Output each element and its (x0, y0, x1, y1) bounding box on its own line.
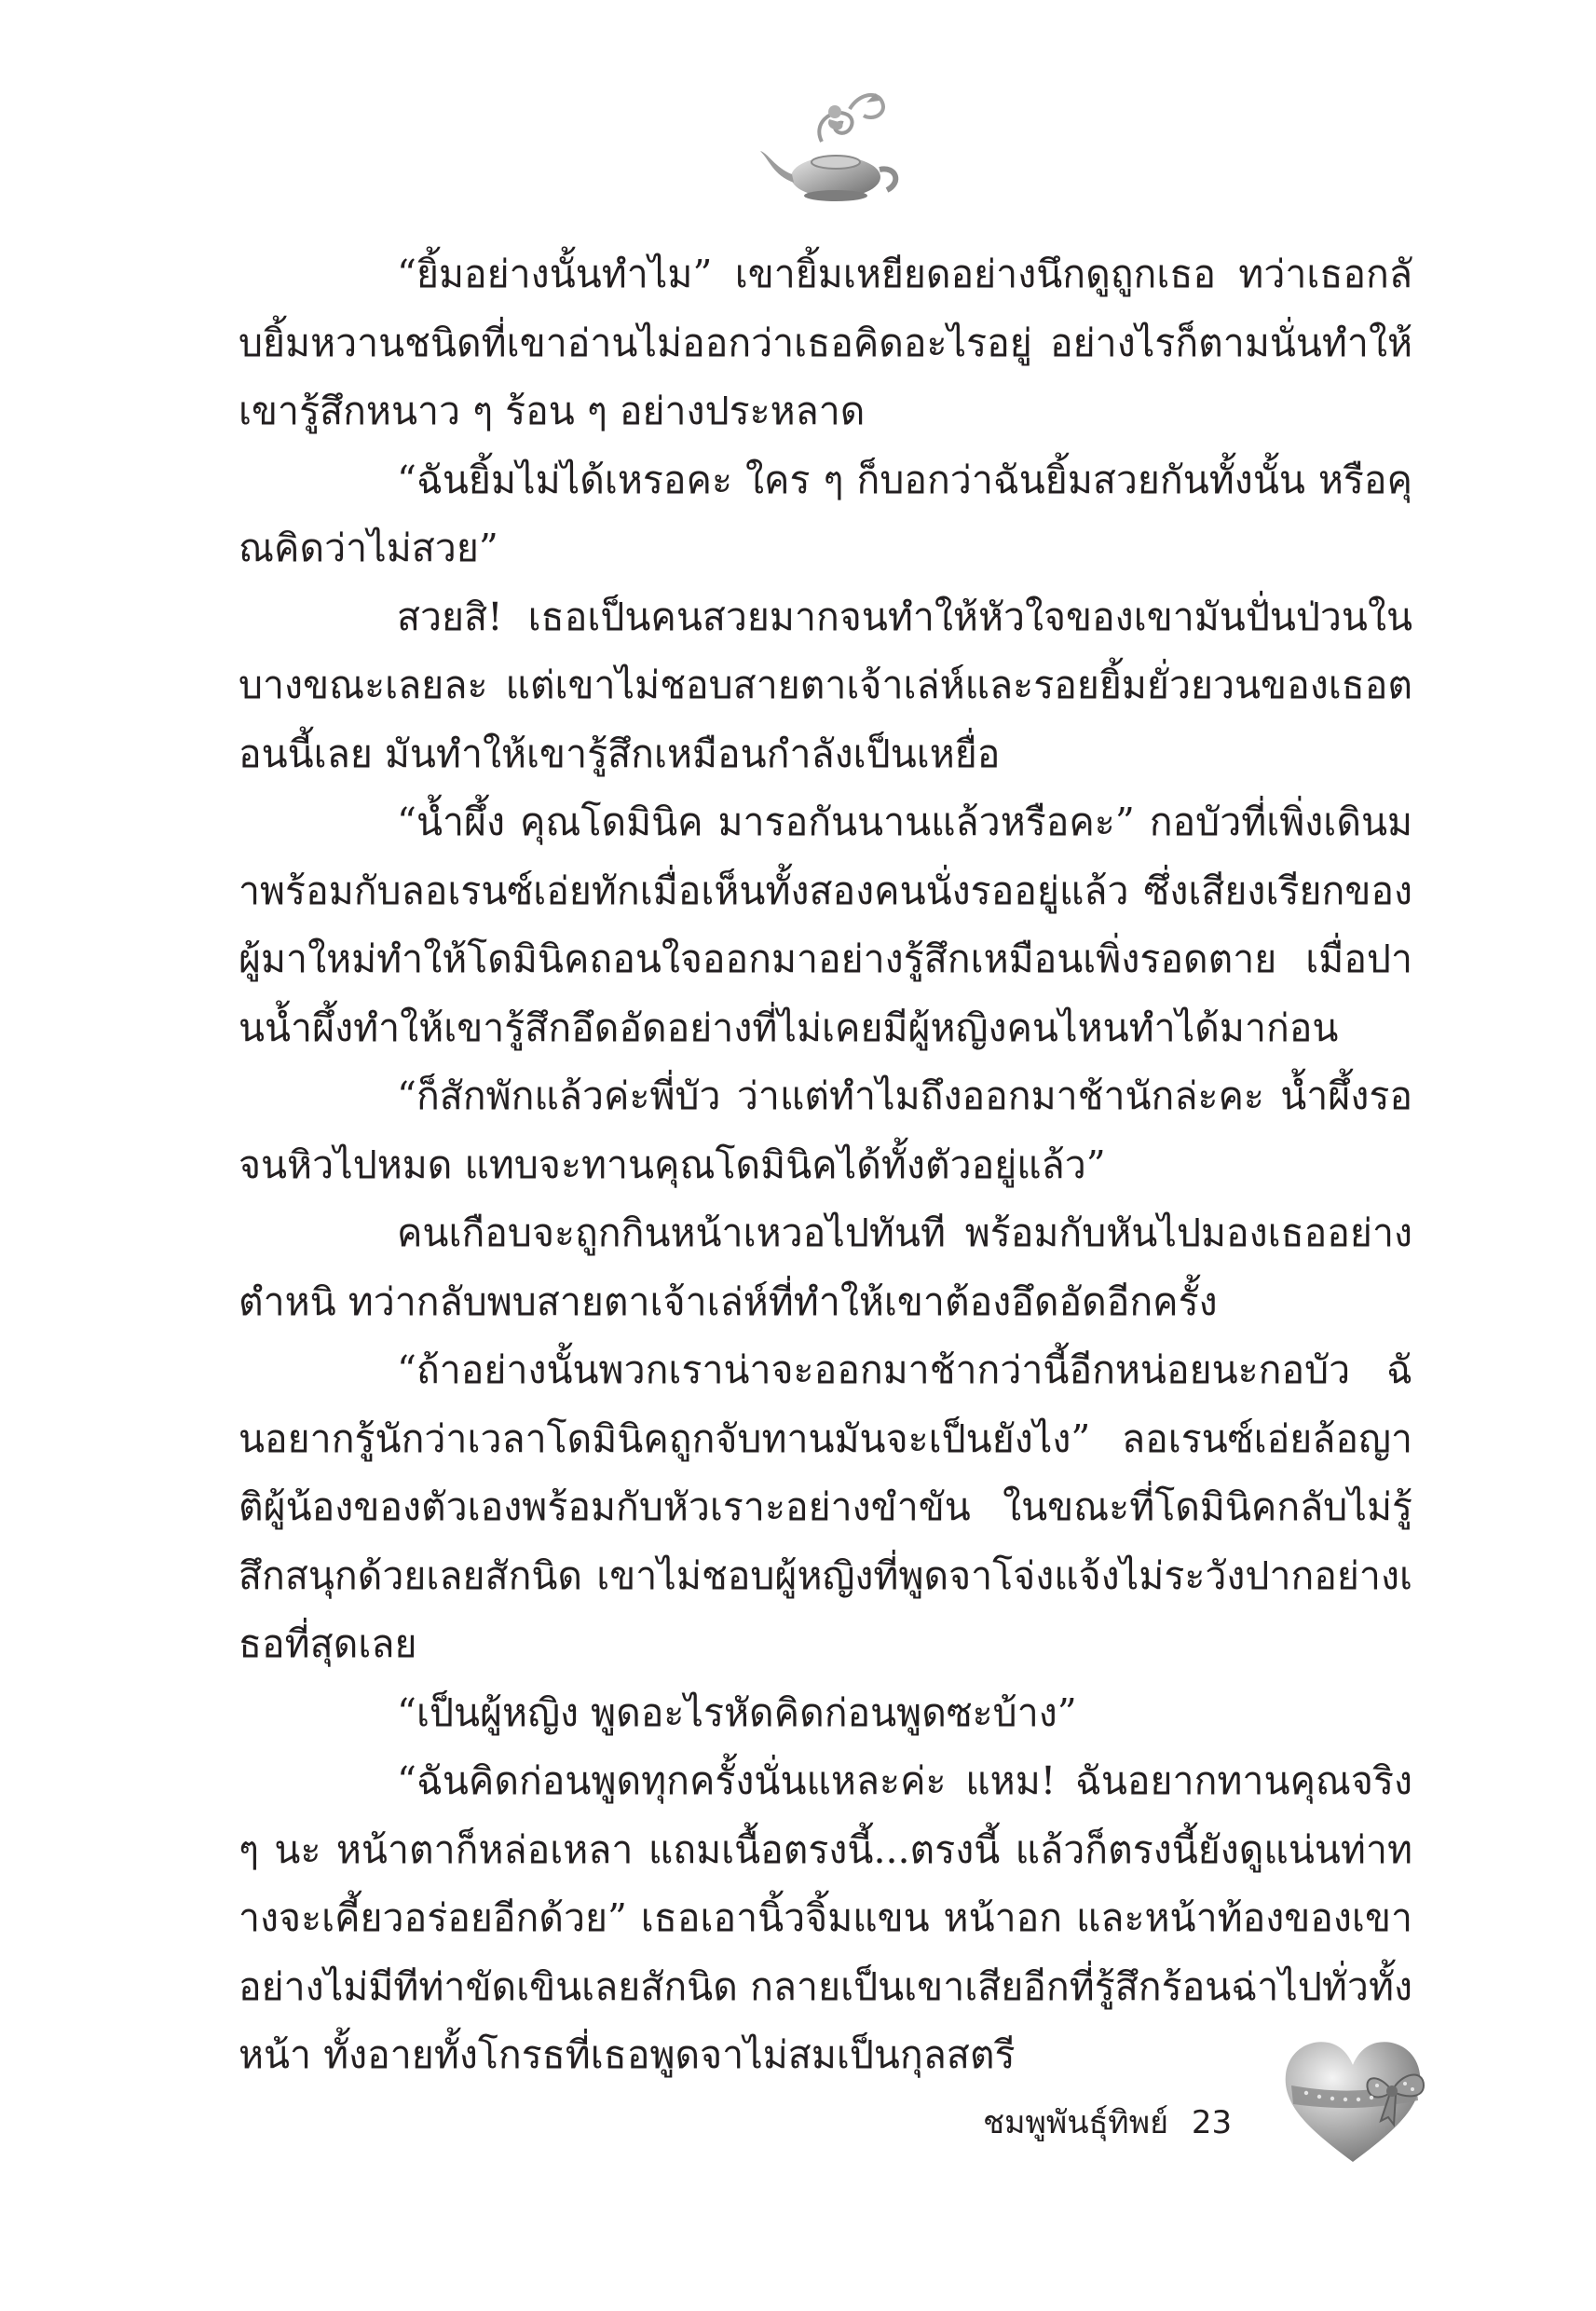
paragraph: “ฉันยิ้มไม่ได้เหรอคะ ใคร ๆ ก็บอกว่าฉันยิ้มสวยกันทั้งนั้น หรือคุณคิดว่าไม่สวย” (239, 457, 1412, 570)
heart-with-bow-icon (1278, 2031, 1427, 2171)
paragraph: “ก็สักพักแล้วค่ะพี่บัว ว่าแต่ทำไมถึงออกมาช้านักล่ะคะ น้ำผึ้งรอจนหิวไปหมด แทบจะทานคุณโดมินิคได้ทั้งตัวอยู่แล้ว” (239, 1073, 1412, 1187)
paragraph: “ยิ้มอย่างนั้นทำไม” เขายิ้มเหยียดอย่างนึกดูถูกเธอ ทว่าเธอกลับยิ้มหวานชนิดที่เขาอ่านไม่ออกว่าเธอคิดอะไรอยู่ อย่างไรก็ตามนั่นทำให้เขารู้สึกหนาว ๆ ร้อน ๆ อย่างประหลาด (239, 252, 1412, 433)
body-text (239, 240, 1412, 2090)
paragraph: “น้ำผึ้ง คุณโดมินิค มารอกันนานแล้วหรือคะ” กอบัวที่เพิ่งเดินมาพร้อมกับลอเรนซ์เอ่ยทักเมื่อเห็นทั้งสองคนนั่งรออยู่แล้ว ซึ่งเสียงเรียกของผู้มาใหม่ทำให้โดมินิคถอนใจออกมาอย่างรู้สึกเหมือนเพิ่งรอดตาย เมื่อปานน้ำผึ้งทำให้เขารู้สึกอึดอัดอย่างที่ไม่เคยมีผู้หญิงคนไหนทำได้มาก่อน (239, 800, 1412, 1050)
paragraph: สวยสิ! เธอเป็นคนสวยมากจนทำให้หัวใจของเขามันปั่นป่วนในบางขณะเลยละ แต่เขาไม่ชอบสายตาเจ้าเล่ห์และรอยยิ้มยั่วยวนของเธอตอนนี้เลย มันทำให้เขารู้สึกเหมือนกำลังเป็นเหยื่อ (239, 594, 1412, 776)
paragraph: คนเกือบจะถูกกินหน้าเหวอไปทันที พร้อมกับหันไปมองเธออย่างตำหนิ ทว่ากลับพบสายตาเจ้าเล่ห์ที่ทำให้เขาต้องอึดอัดอีกครั้ง (239, 1210, 1412, 1324)
paragraph: “ฉันคิดก่อนพูดทุกครั้งนั่นแหละค่ะ แหม! ฉันอยากทานคุณจริง ๆ นะ หน้าตาก็หล่อเหลา แถมเนื้อตรงนี้...ตรงนี้ แล้วก็ตรงนี้ยังดูแน่นท่าทางจะเคี้ยวอร่อยอีกด้วย” เธอเอานิ้วจิ้มแขน หน้าอก และหน้าท้องของเขาอย่างไม่มีทีท่าขัดเขินเลยสักนิด กลายเป็นเขาเสียอีกที่รู้สึกร้อนฉ่าไปทั่วทั้งหน้า ทั้งอายทั้งโกรธที่เธอพูดจาไม่สมเป็นกุลสตรี (239, 1758, 1412, 2077)
page-footer (983, 2097, 1232, 2147)
page-number: 23 (1191, 2104, 1233, 2141)
cupid-teapot-ornament-icon (757, 86, 915, 207)
book-title: ชมพูพันธุ์ทิพย์ (983, 2104, 1169, 2141)
paragraph: “ถ้าอย่างนั้นพวกเราน่าจะออกมาช้ากว่านี้อีกหน่อยนะกอบัว ฉันอยากรู้นักว่าเวลาโดมินิคถูกจับทานมันจะเป็นยังไง” ลอเรนซ์เอ่ยล้อญาติผู้น้องของตัวเองพร้อมกับหัวเราะอย่างขำขัน ในขณะที่โดมินิคกลับไม่รู้สึกสนุกด้วยเลยสักนิด เขาไม่ชอบผู้หญิงที่พูดจาโจ่งแจ้งไม่ระวังปากอย่างเธอที่สุดเลย (239, 1347, 1412, 1666)
paragraph: “เป็นผู้หญิง พูดอะไรหัดคิดก่อนพูดซะบ้าง” (397, 1689, 1077, 1735)
